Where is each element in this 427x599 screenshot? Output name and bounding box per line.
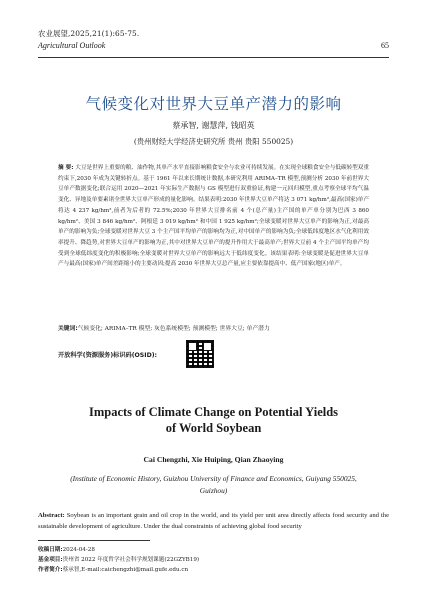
footnote-author [38, 566, 389, 576]
article-title-en-line2: of World Soybean [165, 421, 262, 435]
footnote-received [38, 546, 389, 556]
fund-label: 基金项目: [38, 556, 63, 563]
affiliation-en: (Institute of Economic History, Guizhou University of Finance and Economics, Guiyang 550025, Guizhou) [70, 474, 357, 495]
article-title-en-line1: Impacts of Climate Change on Potential Yields [88, 405, 339, 419]
journal-en-row [38, 41, 389, 50]
authors-en: Cai Chengzhi, Xie Huiping, Qian Zhaoying [143, 455, 284, 464]
footnote-rule [38, 540, 150, 541]
keywords-cn [58, 323, 369, 332]
received-date: 2024-04-28 [62, 547, 95, 553]
page-number: 65 [381, 41, 389, 50]
keywords-cn-text: 气候变化; ARIMA–TR 模型; 灰色系统模型; 预测模型; 世界大豆; 单产潜力 [77, 326, 270, 332]
abstract-cn [58, 163, 369, 270]
running-header [38, 28, 389, 50]
journal-name-en: Agricultural Outlook [38, 41, 106, 50]
abstract-cn-label: 摘 要: [58, 165, 74, 171]
footnote-fund [38, 556, 389, 566]
journal-citation-cn: 农业展望,2025,21(1):65-75. [38, 29, 140, 38]
footnotes [38, 546, 389, 575]
abstract-en-text: Soybean is an important grain and oil crop in the world, and its yield per unit area directly affects food security and the sustainable development of agriculture. Under the dual constraints of achieving global food security [38, 512, 389, 530]
affiliation-cn: (贵州财经大学经济史研究所 贵州 贵阳 550025) [133, 137, 294, 146]
author-info-label: 作者简介: [38, 566, 63, 573]
abstract-en-label: Abstract: [38, 512, 65, 519]
fund-text: 贵州省 2022 年度哲学社会科学规划课题(22GZYB19) [62, 556, 200, 563]
author-info-text: 蔡承智,E-mail:caichengzhi@mail.gufe.edu.cn [62, 566, 189, 573]
article-title-cn: 气候变化对世界大豆单产潜力的影响 [85, 95, 342, 113]
article-title-en [0, 404, 427, 436]
received-label: 收稿日期: [38, 547, 63, 553]
header-rule [38, 57, 389, 58]
authors-cn: 蔡承智, 谢慧萍, 钱昭英 [172, 121, 255, 130]
abstract-en [38, 510, 389, 532]
qr-code-icon [186, 340, 214, 368]
abstract-cn-text: 大豆是世界上重要的粮、油作物,其单产水平直接影响粮食安全与农业可持续发展。在实现全球粮食安全与低碳转型双重约束下,2030 年成为关键转折点。基于 1961 年以来长期统计数据,本研究利用 ARIMA–TR 模型,预测分析 2030 年前世界大豆单产数据变化;联合运用 2020—2021 年实际生产数据与 GS 模型进行双重验证,构建一元回归模型,重点考察全球平均气温变化、异地及单要素诸全世界大豆单产形成的量化影响。结果表明:2030 年世界大豆单产将达 3 071 kg/hm²,最高(国家)单产将达 4 237 kg/hm²,前者为后者的 72.5%;2030 年世界大豆排名前 4 个(总产量)主产国的单产单分别为巴西 3 860 kg/hm²、美国 3 846 kg/hm²、阿根廷 3 019 kg/hm² 和中国 1 925 kg/hm²;全球变暖对世界大豆单产的影响为正,对最高单产的影响为负;全球变暖对世界大豆 3 个主产国平均单产的影响均为正,对中国单产的影响为负;全球低纬度地区水气化利用效率提升、降趋势,对世界大豆单产的影响为正,其中对世界大豆单产的提升作用大于最高单产;世界大豆前 4 个主产国平均单产均受到全球低纬度变化的积极影响;全球变暖对世界大豆单产的影响远大于低纬度变化。该结果表明:全球变暖是促进世界大豆单产与最高(国家)单产间差距缩小的主要动因;提高 2030 年世界大豆总产量,应主要依靠提高中、低产国家(地区)单产。 [58, 165, 370, 268]
osid-label: 开放科学(资源服务)标识码(OSID): [58, 352, 158, 359]
keywords-cn-label: 关键词: [58, 326, 78, 332]
